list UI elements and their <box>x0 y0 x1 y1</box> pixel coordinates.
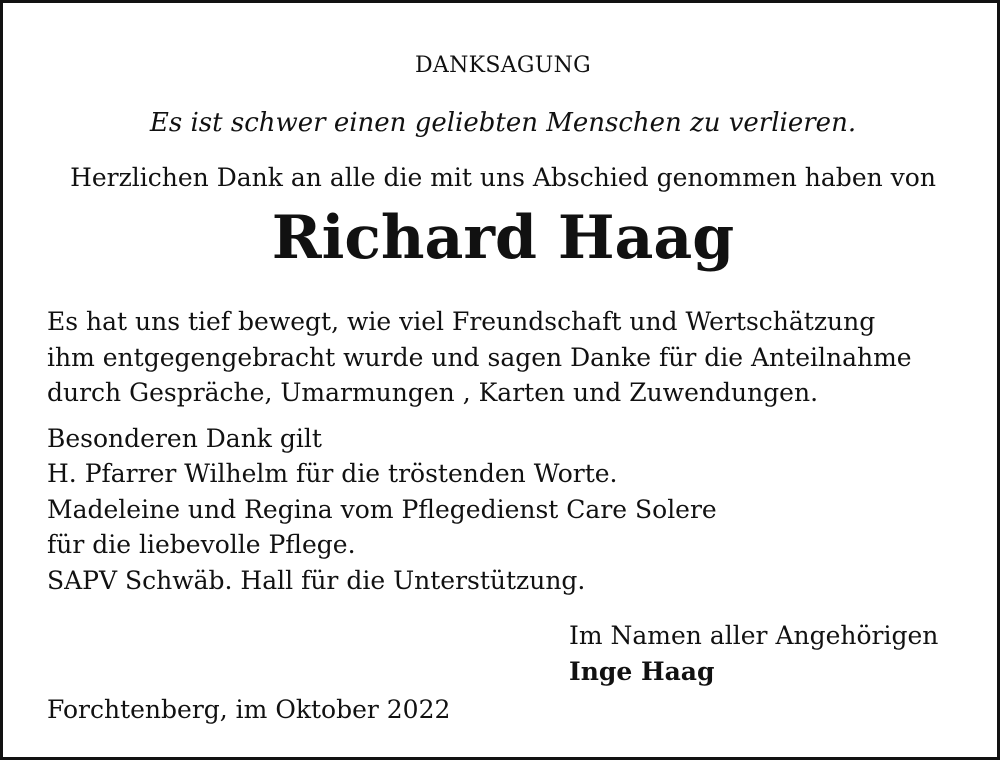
special-thanks-line-4: SAPV Schwäb. Hall für die Unterstützung. <box>47 566 586 595</box>
special-thanks-line-1: H. Pfarrer Wilhelm für die tröstenden Worte. <box>47 459 618 488</box>
signature-name: Inge Haag <box>569 657 715 686</box>
notice-intro: Herzlichen Dank an alle die mit uns Abschied genommen haben von <box>70 163 936 192</box>
notice-heading: DANKSAGUNG <box>414 53 592 78</box>
special-thanks-line-3: für die liebevolle Pflege. <box>47 530 356 559</box>
body-line-3: durch Gespräche, Umarmungen , Karten und Zuwendungen. <box>47 378 819 407</box>
deceased-name: Richard Haag <box>271 203 735 273</box>
signature-line: Im Namen aller Angehörigen <box>569 621 939 650</box>
notice-subtitle: Es ist schwer einen geliebten Menschen zu verlieren. <box>149 108 857 138</box>
body-line-2: ihm entgegengebracht wurde und sagen Danke für die Anteilnahme <box>47 343 912 372</box>
special-thanks-intro: Besonderen Dank gilt <box>47 424 322 453</box>
body-line-1: Es hat uns tief bewegt, wie viel Freundschaft und Wertschätzung <box>47 307 876 336</box>
special-thanks-line-2: Madeleine und Regina vom Pflegedienst Care Solere <box>47 495 717 524</box>
place-date: Forchtenberg, im Oktober 2022 <box>47 695 451 724</box>
